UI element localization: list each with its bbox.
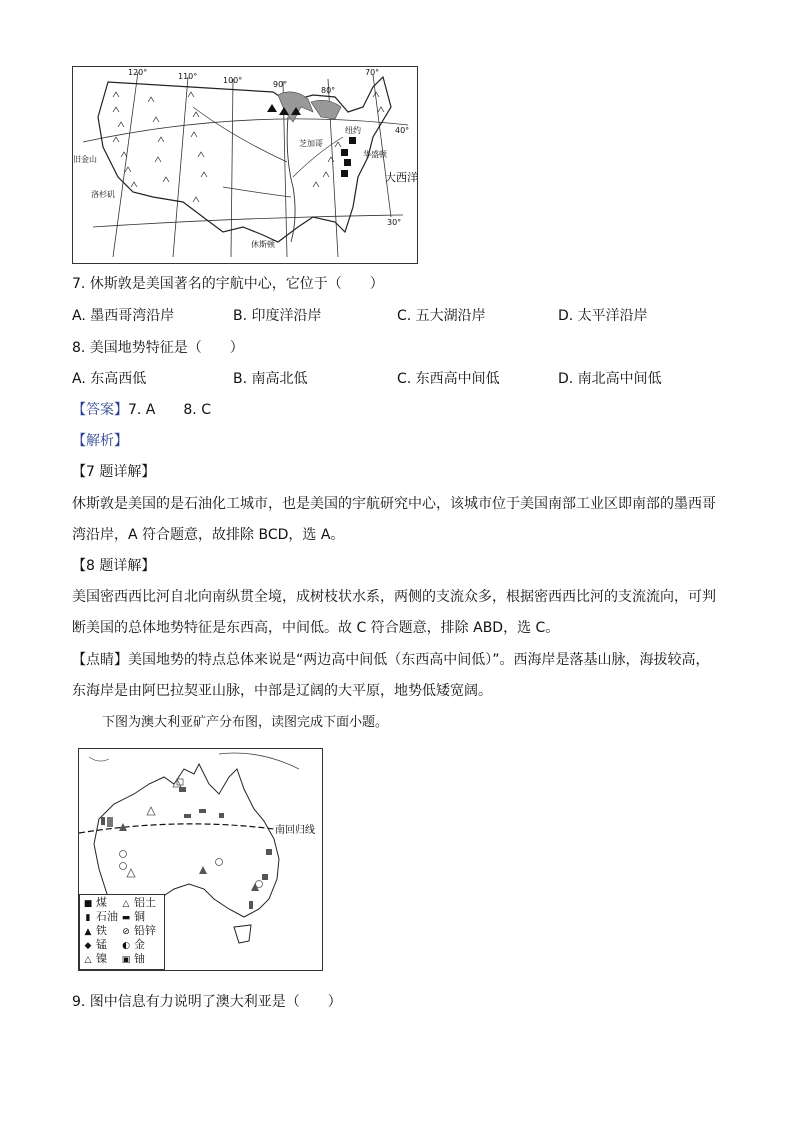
q7-option-a[interactable]: A. 墨西哥湾沿岸 [72, 308, 175, 324]
answer-text: 7. A 8. C [128, 402, 211, 418]
label-lon100: 100° [223, 76, 243, 85]
legend-item-coal: ■ 煤 [83, 896, 107, 909]
label-lon90: 90° [273, 80, 288, 89]
detail8-text: 美国密西西比河自北向南纵贯全境，成树枝状水系，两侧的支流众多，根据密西西比河的支流流向，可判断美国的总体地势特征是东西高，中间低。故 C 符合题意，排除 ABD，选 C。 [72, 589, 716, 636]
label-atlantic: 大西洋 [385, 171, 417, 184]
legend-item-iron: ▲ 铁 [82, 924, 107, 939]
label-lat30: 30° [387, 218, 402, 227]
detail7-tag: 【7 题详解】 [72, 464, 156, 480]
legend-item-nickel: △ 镍 [82, 952, 107, 967]
legend-item-lead-zinc: ⊘ 铅锌 [120, 924, 156, 939]
q9-stem: 9. 图中信息有力说明了澳大利亚是（ ） [72, 994, 342, 1010]
lead-zinc-icon: ⊘ [122, 927, 130, 937]
q8-option-a[interactable]: A. 东高西低 [72, 371, 147, 387]
tip-tag: 【点睛】 [72, 652, 128, 668]
bauxite-icon: △ [122, 899, 130, 909]
label-lon70: 70° [365, 68, 380, 77]
legend-item-oil: ▮ 石油 [82, 910, 118, 925]
label-new-york: 纽约 [345, 126, 361, 135]
q8-option-d[interactable]: D. 南北高中间低 [558, 371, 662, 387]
nickel-icon: △ [84, 955, 92, 965]
q8-stem: 8. 美国地势特征是（ ） [72, 340, 244, 356]
intro2-text: 下图为澳大利亚矿产分布图，读图完成下面小题。 [102, 715, 389, 730]
coal-icon: ■ [83, 899, 93, 909]
iron-icon: ▲ [84, 927, 92, 937]
label-los-angeles: 洛杉矶 [91, 190, 115, 199]
label-lat40: 40° [395, 126, 410, 135]
legend-item-gold: ◐ 金 [120, 938, 145, 953]
detail7-text: 休斯敦是美国的是石油化工城市，也是美国的宇航研究中心，该城市位于美国南部工业区即南部的墨西哥湾沿岸，A 符合题意，故排除 BCD，选 A。 [72, 496, 716, 543]
label-chicago: 芝加哥 [299, 139, 323, 148]
usa-map [72, 66, 418, 264]
answer-tag: 【答案】 [72, 402, 128, 418]
label-washington: 华盛顿 [363, 150, 387, 159]
tip-text: 美国地势的特点总体来说是“两边高中间低（东西高中间低）”。西海岸是落基山脉，海拔较高，东海岸是由阿巴拉契亚山脉，中部是辽阔的大平原，地势低矮宽阔。 [72, 652, 710, 699]
label-lon110: 110° [178, 72, 198, 81]
q7-option-b[interactable]: B. 印度洋沿岸 [233, 308, 322, 324]
legend-item-uranium: ▣ 铀 [121, 952, 145, 965]
manganese-icon: ◆ [84, 941, 92, 951]
analysis-tag: 【解析】 [72, 433, 128, 449]
q7-option-c[interactable]: C. 五大湖沿岸 [397, 308, 486, 324]
label-lon120: 120° [128, 68, 148, 77]
q8-option-c[interactable]: C. 东西高中间低 [397, 371, 500, 387]
q7-stem: 7. 休斯敦是美国著名的宇航中心，它位于（ ） [72, 276, 384, 292]
map2-legend [79, 894, 165, 970]
legend-item-bauxite: △ 铝土 [120, 896, 156, 911]
tip-paragraph [72, 645, 722, 707]
detail8-tag: 【8 题详解】 [72, 558, 156, 574]
q7-option-d[interactable]: D. 太平洋沿岸 [558, 308, 648, 324]
legend-item-copper: ▬ 铜 [121, 910, 145, 923]
uranium-icon: ▣ [121, 955, 131, 965]
label-san-francisco: 旧金山 [73, 155, 97, 164]
q8-option-b[interactable]: B. 南高北低 [233, 371, 308, 387]
oil-icon: ▮ [85, 913, 91, 923]
tropic-label: 南回归线 [275, 825, 315, 836]
usa-map-svg [73, 67, 417, 263]
australia-map [78, 748, 323, 971]
legend-item-manganese: ◆ 锰 [82, 938, 107, 953]
label-lon80: 80° [321, 86, 336, 95]
gold-icon: ◐ [122, 941, 130, 951]
copper-icon: ▬ [121, 913, 131, 923]
answer-line [72, 400, 211, 420]
label-houston: 休斯顿 [251, 240, 275, 249]
